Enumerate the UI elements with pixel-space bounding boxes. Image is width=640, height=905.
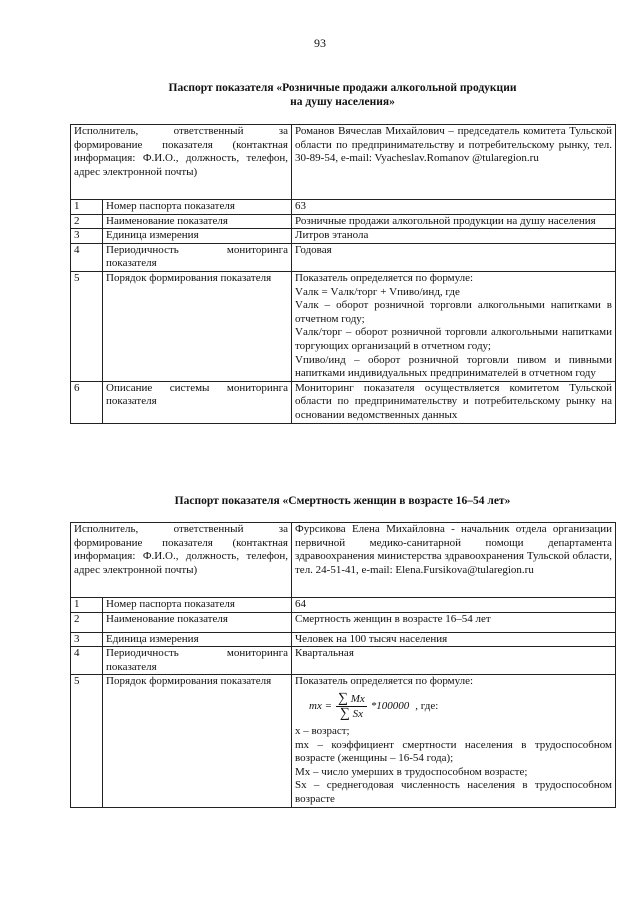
- executor-label: Исполнитель, ответственный за формирование показателя (контактная информация: Ф.И.О., должность, телефон, адрес электронной почты): [71, 523, 292, 598]
- formula-intro: Показатель определяется по формуле:: [295, 675, 474, 688]
- passport-1-table: [70, 124, 616, 424]
- table-row: [71, 271, 616, 381]
- row-value: Квартальная: [292, 647, 616, 675]
- row-number: 3: [71, 229, 103, 244]
- table-row: [71, 125, 616, 200]
- row-number: 6: [71, 381, 103, 423]
- row-label: Наименование показателя: [103, 214, 292, 229]
- formula-numerator: Mx: [350, 692, 365, 705]
- table-row: [71, 381, 616, 423]
- row-number: 2: [71, 612, 103, 632]
- row-label: Единица измерения: [103, 632, 292, 647]
- row-label: Описание системы мониторинга показателя: [103, 381, 292, 423]
- formula-numerator-group: [336, 692, 367, 708]
- row-value: Человек на 100 тысяч населения: [292, 632, 616, 647]
- table-row: [71, 598, 616, 613]
- passport-1-title-line-1: Паспорт показателя «Розничные продажи алкогольной продукции: [168, 82, 517, 94]
- formula-text: Vалк – оборот розничной торговли алкогольными напитками в отчетном году;: [295, 299, 612, 325]
- table-row: [71, 243, 616, 271]
- executor-value: Романов Вячеслав Михайлович – председатель комитета Тульской области по предпринимательству и потребительскому рынку, тел. 30-89-54, e-mail: Vyacheslav.Romanov @tularegion.ru: [292, 125, 616, 200]
- formula-denominator-group: [338, 707, 365, 722]
- row-number: 4: [71, 243, 103, 271]
- executor-value: Фурсикова Елена Михайловна - начальник отдела организации первичной медико-санитарной помощи департамента здравоохранения министерства здравоохранения Тульской области, тел. 24-51-41, e-mail: Elena.Fursikova@tularegion.ru: [292, 523, 616, 598]
- row-label: Номер паспорта показателя: [103, 598, 292, 613]
- table-row: [71, 200, 616, 215]
- table-row: [71, 523, 616, 598]
- formula-text: Показатель определяется по формуле:: [295, 271, 474, 284]
- formula-text: Vпиво/инд – оборот розничной торговли пивом и пивными напитками индивидуальных предпринимателей в отчетном году: [295, 353, 612, 380]
- formula-text: x – возраст;: [295, 724, 350, 737]
- row-number: 3: [71, 632, 103, 647]
- row-value: [292, 271, 616, 381]
- formula-text: Vалк = Vалк/торг + Vпиво/инд, где: [295, 285, 460, 298]
- row-number: 4: [71, 647, 103, 675]
- row-value: 63: [292, 200, 616, 215]
- formula-multiplier: *100000: [370, 700, 410, 713]
- row-value: Литров этанола: [292, 229, 616, 244]
- row-value: Розничные продажи алкогольной продукции на душу населения: [292, 214, 616, 229]
- row-label: Порядок формирования показателя: [103, 271, 292, 381]
- passport-1-title: [70, 81, 615, 109]
- sum-symbol: ∑: [338, 690, 348, 706]
- row-label: Периодичность мониторинга показателя: [103, 647, 292, 675]
- row-number: 1: [71, 200, 103, 215]
- row-label: Периодичность мониторинга показателя: [103, 243, 292, 271]
- passport-2-title: Паспорт показателя «Смертность женщин в возрасте 16–54 лет»: [174, 495, 511, 507]
- mortality-formula: [295, 689, 612, 725]
- table-row: [71, 229, 616, 244]
- formula-fraction: [336, 692, 367, 722]
- formula-text: Sx – среднегодовая численность населения в трудоспособном возрасте: [295, 779, 612, 805]
- formula-text: Mx – число умерших в трудоспособном возрасте;: [295, 765, 528, 778]
- formula-lhs: mx =: [309, 700, 332, 713]
- formula-suffix: , где:: [415, 700, 439, 713]
- table-row: [71, 675, 616, 807]
- table-row: [71, 612, 616, 632]
- row-label: Порядок формирования показателя: [103, 675, 292, 807]
- row-label: Номер паспорта показателя: [103, 200, 292, 215]
- row-value: 64: [292, 598, 616, 613]
- row-number: 5: [71, 271, 103, 381]
- formula-text: Vалк/торг – оборот розничной торговли алкогольными напитками торгующих организаций в отчетном году;: [295, 326, 612, 352]
- row-label: Наименование показателя: [103, 612, 292, 632]
- formula-text: mx – коэффициент смертности населения в трудоспособном возрасте (женщины – 16-54 года);: [295, 738, 612, 765]
- sum-symbol: ∑: [339, 706, 350, 722]
- row-number: 5: [71, 675, 103, 807]
- passport-1-title-line-2: на душу населения»: [290, 96, 395, 108]
- row-value: Смертность женщин в возрасте 16–54 лет: [292, 612, 616, 632]
- formula-denominator: Sx: [352, 708, 363, 721]
- table-row: [71, 632, 616, 647]
- row-label: Единица измерения: [103, 229, 292, 244]
- page-number: 93: [314, 36, 326, 50]
- row-value: Годовая: [292, 243, 616, 271]
- passport-2-table: [70, 522, 616, 808]
- row-number: 1: [71, 598, 103, 613]
- table-row: [71, 214, 616, 229]
- executor-label: Исполнитель, ответственный за формирование показателя (контактная информация: Ф.И.О., должность, телефон, адрес электронной почты): [71, 125, 292, 200]
- row-value: Мониторинг показателя осуществляется комитетом Тульской области по предпринимательству и потребительскому рынку на основании ведомственных данных: [292, 381, 616, 423]
- row-number: 2: [71, 214, 103, 229]
- table-row: [71, 647, 616, 675]
- row-value: [292, 675, 616, 807]
